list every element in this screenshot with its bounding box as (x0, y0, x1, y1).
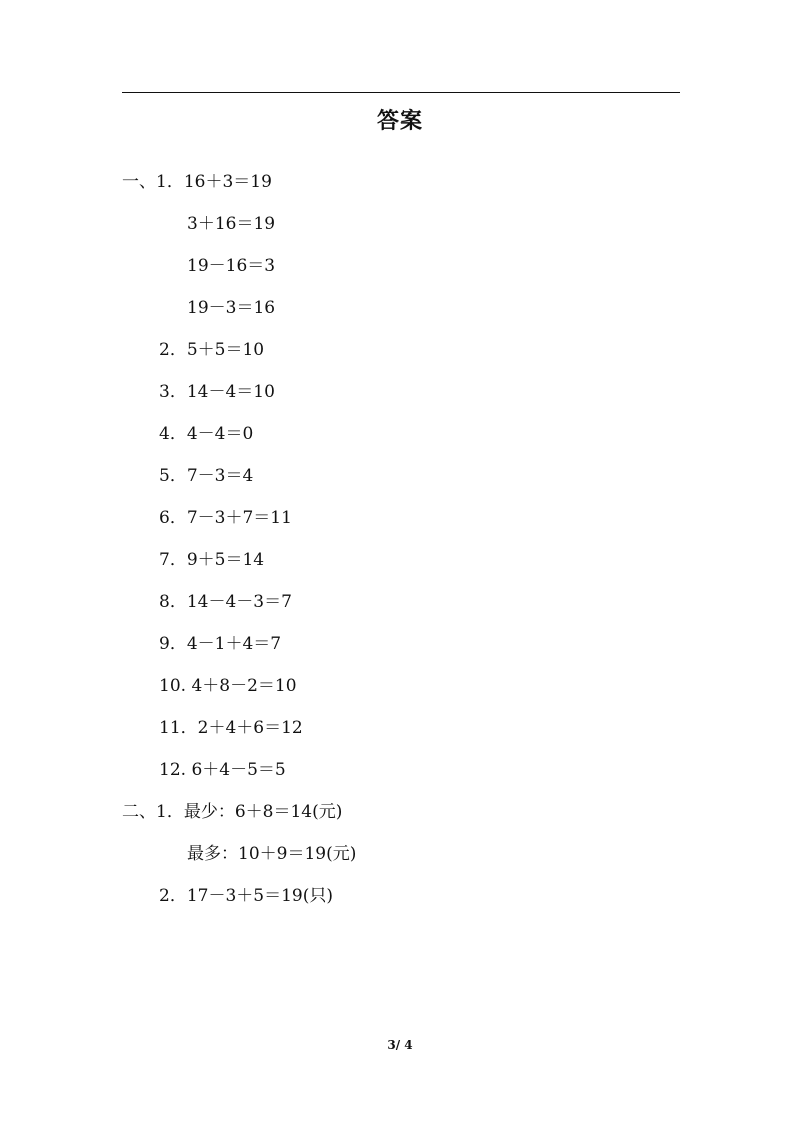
answer-line: 6．7－3＋7＝11 (159, 508, 292, 528)
page-title: 答案 (376, 109, 423, 134)
answer-line: 2．5＋5＝10 (159, 340, 265, 360)
answer-line: 二、1．最少：6＋8＝14(元) (122, 802, 343, 822)
answer-line: 12. 6＋4－5＝5 (159, 760, 286, 780)
answer-line: 19－3＝16 (187, 298, 276, 318)
answer-line: 2．17－3＋5＝19(只) (159, 886, 333, 906)
answer-line: 10. 4＋8－2＝10 (159, 676, 297, 696)
answer-line: 7．9＋5＝14 (159, 550, 265, 570)
answer-line: 8．14－4－3＝7 (159, 592, 292, 612)
answer-line: 4．4－4＝0 (159, 424, 254, 444)
answer-line: 3．14－4＝10 (159, 382, 275, 402)
page-number: 3/ 4 (387, 1038, 413, 1052)
answer-line: 19－16＝3 (187, 256, 276, 276)
answer-line: 11．2＋4＋6＝12 (159, 718, 303, 738)
answer-line: 3＋16＝19 (187, 214, 276, 234)
top-rule (122, 92, 680, 93)
answer-line: 最多：10＋9＝19(元) (187, 844, 357, 864)
answer-line: 一、1．16＋3＝19 (122, 172, 272, 192)
answer-line: 5．7－3＝4 (159, 466, 254, 486)
answer-line: 9．4－1＋4＝7 (159, 634, 282, 654)
